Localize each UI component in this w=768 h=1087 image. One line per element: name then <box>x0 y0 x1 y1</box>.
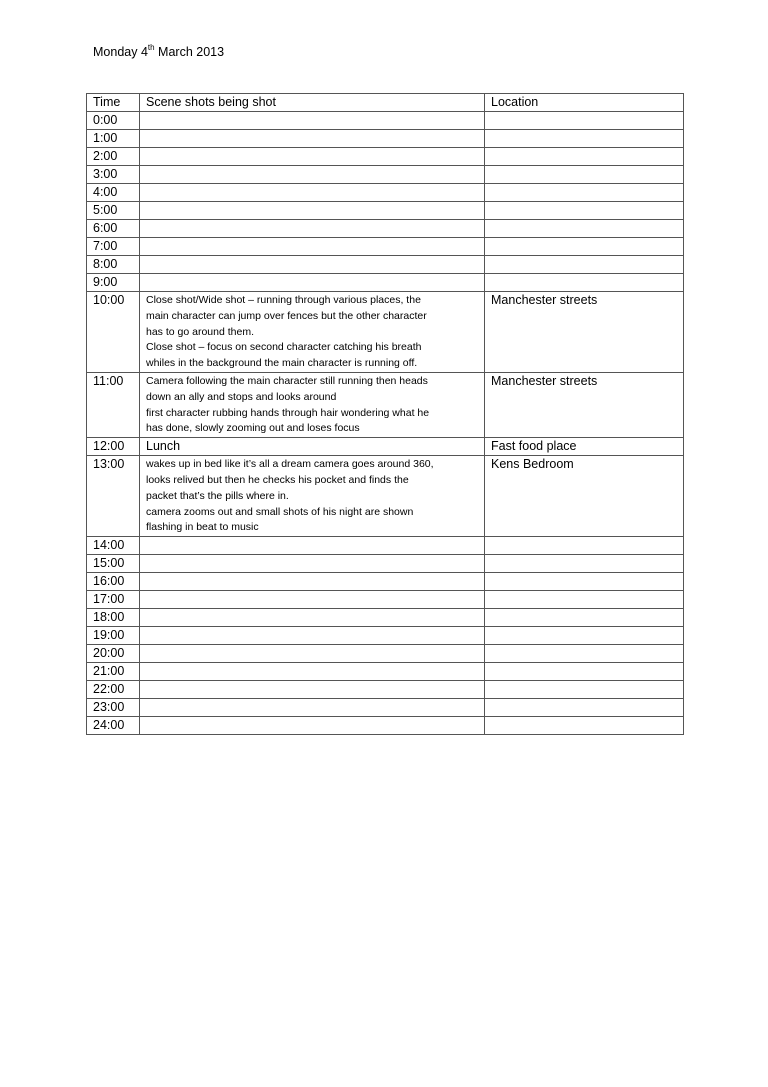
table-row <box>87 372 684 437</box>
time-cell: 8:00 <box>87 256 140 274</box>
time-cell: 16:00 <box>87 573 140 591</box>
table-row <box>87 238 684 256</box>
table-row <box>87 609 684 627</box>
table-row <box>87 220 684 238</box>
time-cell: 23:00 <box>87 699 140 717</box>
location-cell <box>485 699 684 717</box>
table-row <box>87 663 684 681</box>
location-cell <box>485 130 684 148</box>
scene-line: camera zooms out and small shots of his night are shown <box>146 505 414 518</box>
scene-line: Close shot – focus on second character catching his breath <box>146 341 422 354</box>
table-body <box>87 112 684 735</box>
scene-line: looks relived but then he checks his pocket and finds the <box>146 473 409 486</box>
time-cell: 11:00 <box>87 372 140 437</box>
scene-cell <box>140 438 485 456</box>
scene-cell <box>140 292 485 373</box>
table-row <box>87 537 684 555</box>
time-cell: 19:00 <box>87 627 140 645</box>
scene-line: packet that’s the pills where in. <box>146 489 289 502</box>
time-cell: 0:00 <box>87 112 140 130</box>
time-cell: 12:00 <box>87 438 140 456</box>
location-cell <box>485 220 684 238</box>
location-cell: Fast food place <box>485 438 684 456</box>
table-row <box>87 555 684 573</box>
location-cell <box>485 609 684 627</box>
date-rest: March 2013 <box>154 45 225 59</box>
table-row <box>87 148 684 166</box>
location-cell <box>485 274 684 292</box>
scene-cell <box>140 130 485 148</box>
time-cell: 3:00 <box>87 166 140 184</box>
scene-cell <box>140 555 485 573</box>
table-row <box>87 699 684 717</box>
time-cell: 4:00 <box>87 184 140 202</box>
header-location: Location <box>485 94 684 112</box>
table-row <box>87 202 684 220</box>
table-row <box>87 274 684 292</box>
time-cell: 22:00 <box>87 681 140 699</box>
scene-cell <box>140 681 485 699</box>
scene-cell <box>140 372 485 437</box>
header-scene: Scene shots being shot <box>140 94 485 112</box>
time-cell: 24:00 <box>87 717 140 735</box>
scene-cell <box>140 220 485 238</box>
scene-line: has to go around them. <box>146 325 254 338</box>
time-cell: 2:00 <box>87 148 140 166</box>
time-cell: 7:00 <box>87 238 140 256</box>
date-day: Monday 4 <box>93 45 148 59</box>
location-cell <box>485 591 684 609</box>
table-row <box>87 645 684 663</box>
scene-cell <box>140 166 485 184</box>
location-cell <box>485 184 684 202</box>
scene-cell <box>140 112 485 130</box>
table-row <box>87 573 684 591</box>
scene-cell <box>140 627 485 645</box>
time-cell: 15:00 <box>87 555 140 573</box>
scene-cell <box>140 202 485 220</box>
scene-cell <box>140 699 485 717</box>
time-cell: 1:00 <box>87 130 140 148</box>
table-row <box>87 112 684 130</box>
location-cell <box>485 112 684 130</box>
table-header-row <box>87 94 684 112</box>
scene-cell <box>140 184 485 202</box>
table-row <box>87 438 684 456</box>
location-cell <box>485 573 684 591</box>
scene-cell <box>140 591 485 609</box>
table-row <box>87 681 684 699</box>
location-cell: Kens Bedroom <box>485 456 684 537</box>
location-cell <box>485 645 684 663</box>
time-cell: 20:00 <box>87 645 140 663</box>
scene-line: flashing in beat to music <box>146 521 259 534</box>
table-row <box>87 627 684 645</box>
location-cell <box>485 627 684 645</box>
table-row <box>87 184 684 202</box>
table-row <box>87 456 684 537</box>
page-date <box>93 44 224 60</box>
scene-line: Lunch <box>146 439 181 454</box>
scene-line: first character rubbing hands through hair wondering what he <box>146 406 430 419</box>
time-cell: 18:00 <box>87 609 140 627</box>
location-cell <box>485 555 684 573</box>
location-cell <box>485 202 684 220</box>
table-row <box>87 591 684 609</box>
location-cell <box>485 166 684 184</box>
location-cell <box>485 717 684 735</box>
scene-line: down an ally and stops and looks around <box>146 390 337 403</box>
table-row <box>87 166 684 184</box>
scene-cell <box>140 537 485 555</box>
scene-line: wakes up in bed like it’s all a dream camera goes around 360, <box>146 458 434 471</box>
scene-cell <box>140 238 485 256</box>
location-cell <box>485 681 684 699</box>
table-row <box>87 717 684 735</box>
location-cell <box>485 537 684 555</box>
location-cell <box>485 148 684 166</box>
scene-cell <box>140 573 485 591</box>
scene-cell <box>140 609 485 627</box>
location-cell: Manchester streets <box>485 292 684 373</box>
scene-cell <box>140 274 485 292</box>
scene-line: main character can jump over fences but the other character <box>146 309 427 322</box>
header-time: Time <box>87 94 140 112</box>
scene-cell <box>140 148 485 166</box>
time-cell: 6:00 <box>87 220 140 238</box>
time-cell: 14:00 <box>87 537 140 555</box>
time-cell: 13:00 <box>87 456 140 537</box>
table-row <box>87 130 684 148</box>
time-cell: 17:00 <box>87 591 140 609</box>
time-cell: 5:00 <box>87 202 140 220</box>
location-cell <box>485 663 684 681</box>
scene-cell <box>140 456 485 537</box>
location-cell: Manchester streets <box>485 372 684 437</box>
shooting-schedule-table <box>86 93 684 735</box>
scene-line: whiles in the background the main character is running off. <box>146 357 418 370</box>
date-ordinal: th <box>147 43 155 52</box>
scene-cell <box>140 645 485 663</box>
time-cell: 9:00 <box>87 274 140 292</box>
time-cell: 21:00 <box>87 663 140 681</box>
location-cell <box>485 256 684 274</box>
table-row <box>87 292 684 373</box>
scene-line: Close shot/Wide shot – running through various places, the <box>146 294 421 306</box>
scene-cell <box>140 256 485 274</box>
time-cell: 10:00 <box>87 292 140 373</box>
table-row <box>87 256 684 274</box>
scene-line: has done, slowly zooming out and loses focus <box>146 422 360 435</box>
scene-line: Camera following the main character still running then heads <box>146 374 428 387</box>
location-cell <box>485 238 684 256</box>
scene-cell <box>140 717 485 735</box>
scene-cell <box>140 663 485 681</box>
